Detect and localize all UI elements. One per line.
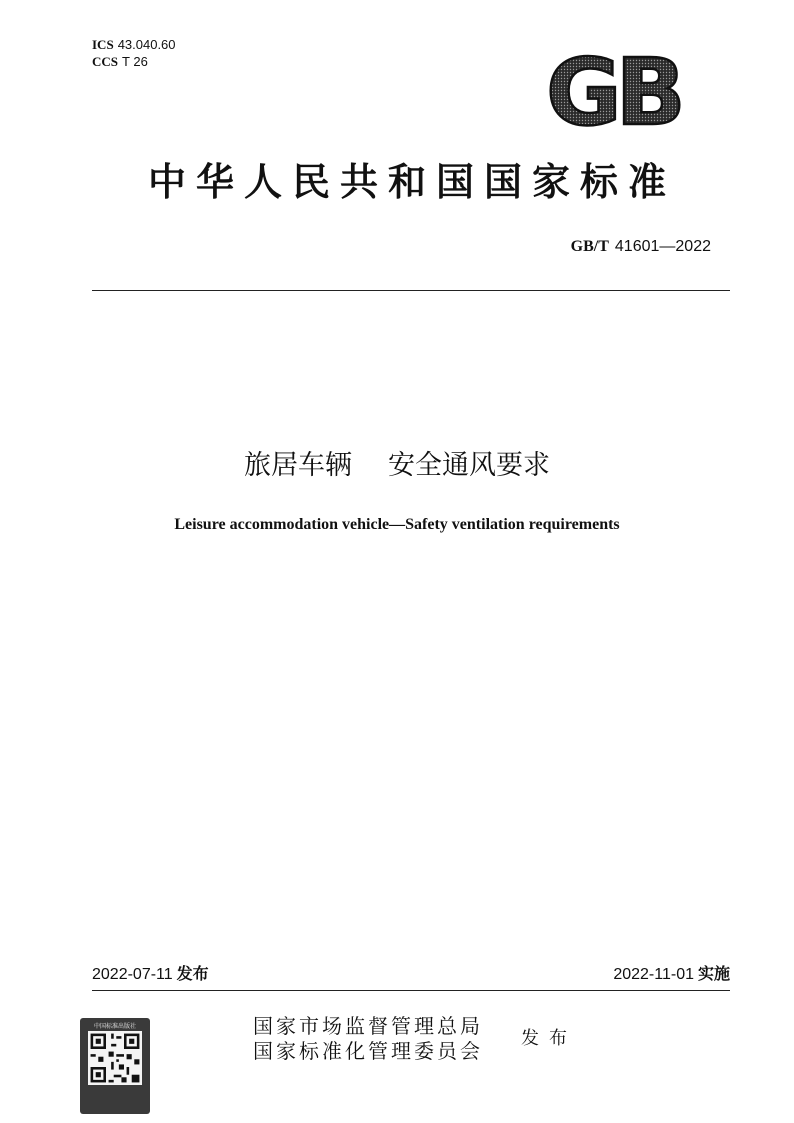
top-divider [92,290,730,291]
qr-header-text: 中国标准出版社 [93,1023,136,1030]
title-cn-part2: 安全通风要求 [388,450,550,481]
gb-logo-text: GB [546,50,680,134]
ics-code: 43.040.60 [117,37,176,52]
ccs-code: T 26 [122,54,148,69]
gb-logo [536,50,690,134]
standard-code [571,236,711,257]
issuer-1: 国家市场监督管理总局 [253,1014,483,1038]
title-cn-part1: 旅居车辆 [244,450,352,481]
qr-code-label [80,1018,150,1114]
document-title-cn [0,447,794,485]
standard-type-title: 中华人民共和国国家标准 [147,159,676,204]
issue-label: 发布 [521,1028,577,1049]
implement-date-value: 2022-11-01 [613,966,694,983]
implement-date [613,964,730,985]
standard-code-prefix: GB/T [570,238,609,255]
bottom-divider [92,990,730,991]
standard-code-number: 41601—2022 [614,238,711,255]
document-title-en: Leisure accommodation vehicle—Safety ventilation requirements [174,516,620,533]
issuing-authorities [253,1014,483,1064]
ics-line [92,36,176,53]
publish-date-suffix: 发布 [176,964,209,983]
publish-date-value: 2022-07-11 [92,966,173,983]
classification-codes [92,36,176,70]
ccs-line [92,53,176,70]
ics-label: ICS [92,37,114,52]
qr-code-icon [88,1031,142,1085]
ccs-label: CCS [92,54,119,69]
publish-date [92,964,209,985]
issuer-2: 国家标准化管理委员会 [253,1039,483,1063]
implement-date-suffix: 实施 [697,964,730,983]
